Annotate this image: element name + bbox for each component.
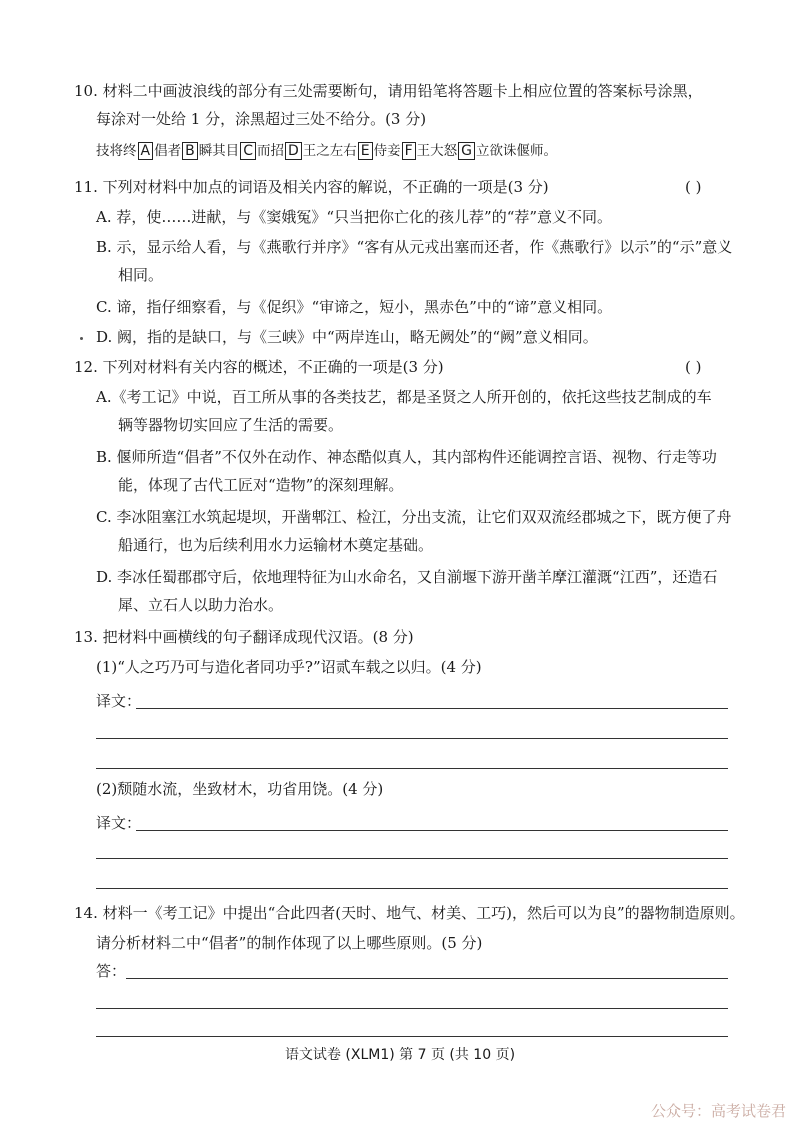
q14-answer-line[interactable] [96, 1008, 728, 1009]
q13-1-answer-line[interactable] [96, 768, 728, 769]
q13-2-answer-line[interactable] [96, 858, 728, 859]
margin-mark [80, 337, 83, 340]
q14-answer-line[interactable] [126, 978, 728, 979]
q14-stem-line1: 14. 材料一《考工记》中提出“合此四者(天时、地气、材美、工巧)，然后可以为良”的器物制造原则。 [74, 904, 745, 922]
q10-segment: 瞬其目 [198, 143, 240, 159]
q13-2-answer-label: 译文： [96, 814, 142, 832]
q11-option-c: C. 谛，指仔细察看，与《促织》“审谛之，短小，黑赤色”中的“谛”意义相同。 [96, 298, 613, 316]
q10-box-f[interactable]: F [402, 142, 416, 160]
page-footer: 语文试卷 (XLM1) 第 7 页 (共 10 页) [284, 1047, 516, 1063]
q12-option-a-line2: 辆等器物切实回应了生活的需要。 [118, 416, 344, 434]
q14-stem-line2: 请分析材料二中“倡者”的制作体现了以上哪些原则。(5 分) [96, 934, 483, 952]
q11-answer-paren[interactable]: ( ) [685, 178, 702, 196]
q13-stem: 13. 把材料中画横线的句子翻译成现代汉语。(8 分) [74, 628, 414, 646]
q12-option-b-line2: 能，体现了古代工匠对“造物”的深刻理解。 [118, 476, 404, 494]
q10-segment: 技将终 [96, 143, 137, 159]
q12-stem: 12. 下列对材料有关内容的概述，不正确的一项是(3 分) [74, 358, 444, 376]
q10-box-c[interactable]: C [240, 142, 256, 160]
watermark: 公众号：高考试卷君 [650, 1102, 786, 1120]
q12-option-d-line1: D. 李冰任蜀郡郡守后，依地理特征为山水命名，又自湔堰下游开凿羊摩江灌溉“江西”，还造石 [96, 568, 718, 586]
q12-option-d-line2: 犀、立石人以助力治水。 [118, 596, 284, 614]
q10-box-g[interactable]: G [458, 142, 475, 160]
q10-stem-line1: 10. 材料二中画波浪线的部分有三处需要断句，请用铅笔将答题卡上相应位置的答案标号涂黑， [74, 82, 703, 100]
q11-option-d: D. 阙，指的是缺口，与《三峡》中“两岸连山，略无阙处”的“阙”意义相同。 [96, 328, 598, 346]
q11-option-a: A. 荐，使……进献，与《窦娥冤》“只当把你亡化的孩儿荐”的“荐”意义不同。 [96, 208, 613, 226]
q13-1-answer-line[interactable] [136, 708, 728, 709]
q10-box-b[interactable]: B [182, 142, 198, 160]
q10-segment: 倡者 [154, 143, 182, 159]
q12-option-c-line2: 船通行，也为后续利用水力运输材木奠定基础。 [118, 536, 434, 554]
q10-stem-line2: 每涂对一处给 1 分，涂黑超过三处不给分。(3 分) [96, 110, 427, 128]
q13-1-answer-line[interactable] [96, 738, 728, 739]
q11-stem: 11. 下列对材料中加点的词语及相关内容的解说，不正确的一项是(3 分) [74, 178, 549, 196]
q10-box-a[interactable]: A [138, 142, 154, 160]
q14-answer-label: 答： [96, 962, 127, 980]
q10-segment: 侍妾 [373, 143, 401, 159]
q10-sentence-with-boxes [96, 140, 557, 162]
q12-option-c-line1: C. 李冰阻塞江水筑起堤坝，开凿郫江、检江，分出支流，让它们双双流经郡城之下，既方便了舟 [96, 508, 732, 526]
q10-segment: 王之左右 [302, 143, 357, 159]
q12-option-b-line1: B. 偃师所造“倡者”不仅外在动作、神态酷似真人，其内部构件还能调控言语、视物、行走等功 [96, 448, 717, 466]
q10-box-d[interactable]: D [285, 142, 302, 160]
q13-2-answer-line[interactable] [96, 888, 728, 889]
q11-option-b-line2: 相同。 [118, 266, 164, 284]
q13-2-answer-line[interactable] [136, 830, 728, 831]
q11-option-b-line1: B. 示，显示给人看，与《燕歌行并序》“客有从元戎出塞而还者，作《燕歌行》以示”的“示”意义 [96, 238, 733, 256]
q10-box-e[interactable]: E [358, 142, 373, 160]
q14-answer-line[interactable] [96, 1036, 728, 1037]
q12-option-a-line1: A.《考工记》中说，百工所从事的各类技艺，都是圣贤之人所开创的，依托这些技艺制成的车 [96, 388, 712, 406]
q10-segment: 王大怒 [416, 143, 458, 159]
q10-segment: 而招 [256, 143, 284, 159]
q13-sentence-1: (1)“人之巧乃可与造化者同功乎?”诏贰车载之以归。(4 分) [96, 658, 482, 676]
q13-1-answer-label: 译文： [96, 692, 142, 710]
q10-segment: 立欲诛偃师。 [476, 143, 558, 159]
q13-sentence-2: (2)颓随水流，坐致材木，功省用饶。(4 分) [96, 780, 384, 798]
q12-answer-paren[interactable]: ( ) [685, 358, 702, 376]
